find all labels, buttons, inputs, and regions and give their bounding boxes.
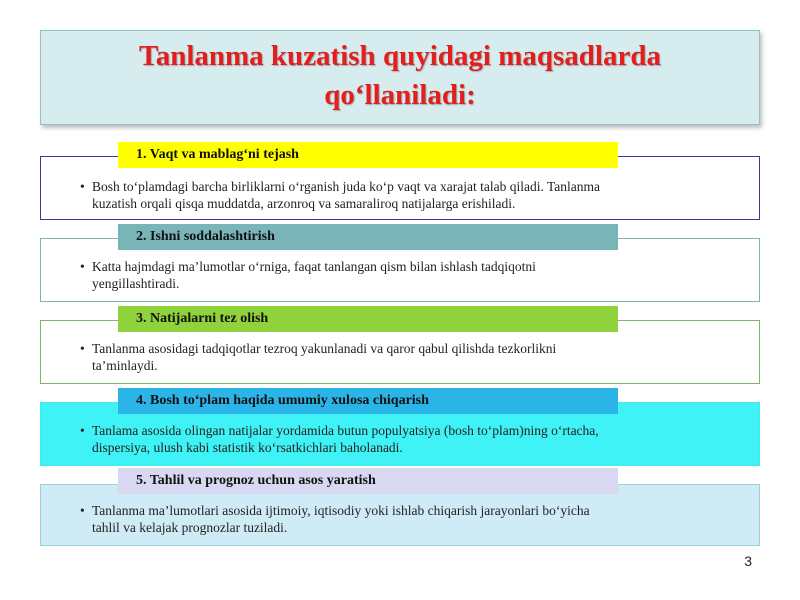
section-2-line-1: Katta hajmdagi ma’lumotlar o‘rniga, faqat tanlangan qism bilan ishlash tadqiqotni <box>92 259 536 274</box>
slide-title <box>41 37 759 115</box>
title-line-1: Tanlanma kuzatish quyidagi maqsadlarda <box>139 40 661 72</box>
section-5-line-2: tahlil va kelajak prognozlar tuziladi. <box>92 520 288 535</box>
section-4-line-2: dispersiya, ulush kabi statistik ko‘rsatkichlari baholanadi. <box>92 440 403 455</box>
section-4-line-1: Tanlama asosida olingan natijalar yordamida butun populyatsiya (bosh to‘plam)ning o‘rtacha, <box>92 423 599 438</box>
section-3 <box>40 306 760 384</box>
section-4-text: • Tanlama asosida olingan natijalar yordamida butun populyatsiya (bosh to‘plam)ning o‘rtacha, dispersiya, ulush kabi statistik ko‘rsatkichlari baholanadi. <box>92 422 720 456</box>
section-5-line-1: Tanlanma ma’lumotlari asosida ijtimoiy, iqtisodiy yoki ishlab chiqarish jarayonlari bo‘yicha <box>92 503 590 518</box>
section-1 <box>40 142 760 220</box>
section-1-text: • Bosh to‘plamdagi barcha birliklarni o‘rganish juda ko‘p vaqt va xarajat talab qiladi. Tanlanma kuzatish orqali qisqa muddatda, arzonroq va samaraliroq natijalarga erishiladi. <box>92 178 720 212</box>
title-line-2: qo‘llaniladi: <box>324 79 476 111</box>
section-2-text: • Katta hajmdagi ma’lumotlar o‘rniga, faqat tanlangan qism bilan ishlash tadqiqotni yengillashtiradi. <box>92 258 720 292</box>
section-1-line-2: kuzatish orqali qisqa muddatda, arzonroq va samaraliroq natijalarga erishiladi. <box>92 196 516 211</box>
section-4-label: 4. Bosh to‘plam haqida umumiy xulosa chiqarish <box>118 388 618 414</box>
section-2-label: 2. Ishni soddalashtirish <box>118 224 618 250</box>
section-4 <box>40 388 760 466</box>
section-2-line-2: yengillashtiradi. <box>92 276 180 291</box>
section-3-line-1: Tanlanma asosidagi tadqiqotlar tezroq yakunlanadi va qaror qabul qilishda tezkorlikni <box>92 341 557 356</box>
section-3-line-2: ta’minlaydi. <box>92 358 158 373</box>
section-5 <box>40 468 760 546</box>
title-box <box>40 30 760 125</box>
section-5-label: 5. Tahlil va prognoz uchun asos yaratish <box>118 468 618 494</box>
section-2 <box>40 224 760 302</box>
section-3-text: • Tanlanma asosidagi tadqiqotlar tezroq yakunlanadi va qaror qabul qilishda tezkorlikni ta’minlaydi. <box>92 340 720 374</box>
section-5-text: • Tanlanma ma’lumotlari asosida ijtimoiy, iqtisodiy yoki ishlab chiqarish jarayonlari bo‘yicha tahlil va kelajak prognozlar tuziladi. <box>92 502 720 536</box>
section-1-line-1: Bosh to‘plamdagi barcha birliklarni o‘rganish juda ko‘p vaqt va xarajat talab qiladi. Tanlanma <box>92 179 601 194</box>
section-3-label: 3. Natijalarni tez olish <box>118 306 618 332</box>
page-number: 3 <box>744 553 752 569</box>
section-1-label: 1. Vaqt va mablag‘ni tejash <box>118 142 618 168</box>
